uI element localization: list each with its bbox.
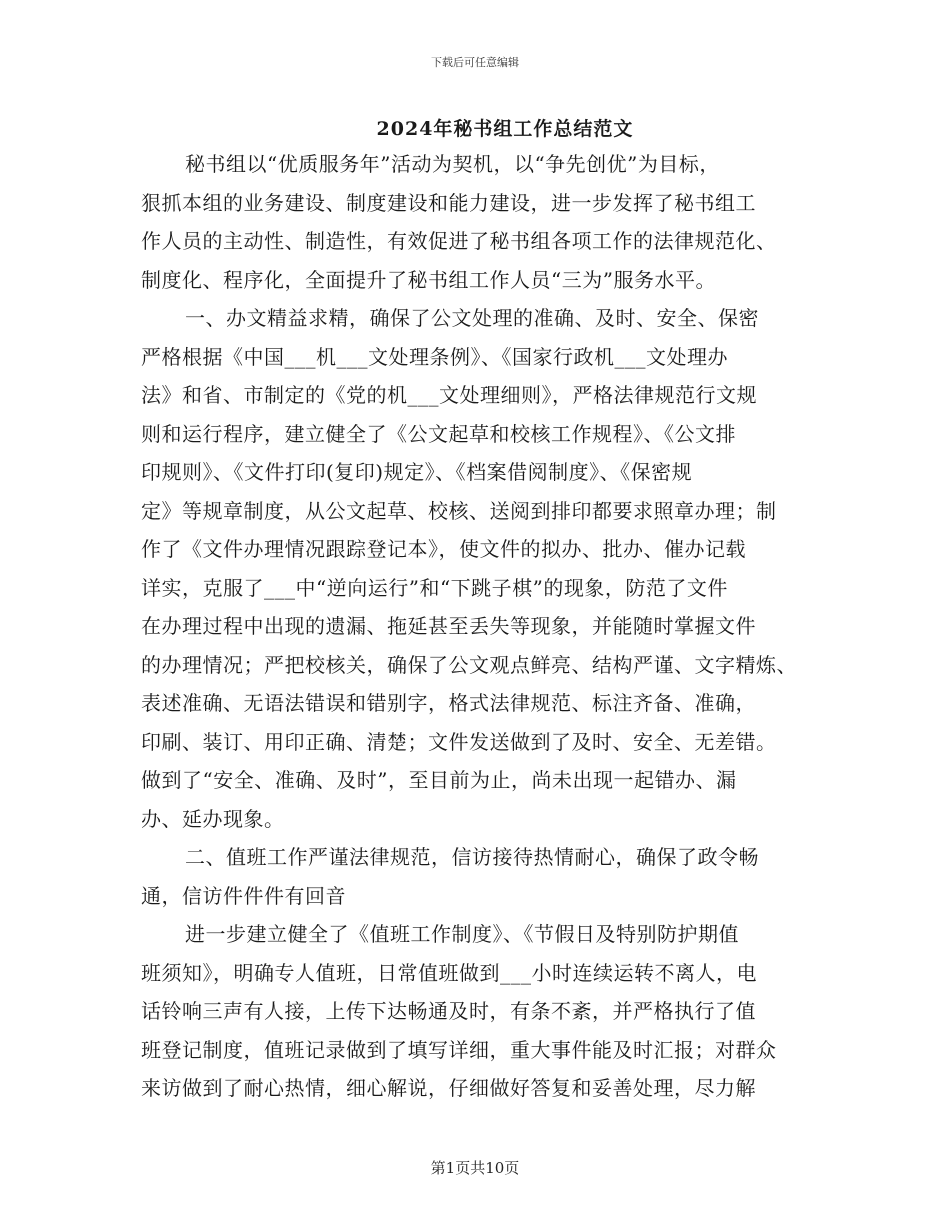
section-heading-2: 二、值班工作严谨法律规范，信访接待热情耐心，确保了政令畅 bbox=[185, 845, 759, 869]
body-line: 班登记制度，值班记录做到了填写详细，重大事件能及时汇报；对群众 bbox=[141, 1037, 777, 1062]
body-line: 狠抓本组的业务建设、制度建设和能力建设，进一步发挥了秘书组工 bbox=[141, 190, 756, 215]
body-line: 印规则》、《文件打印(复印)规定》、《档案借阅制度》、《保密规 bbox=[141, 460, 693, 484]
body-line: 印刷、装订、用印正确、清楚；文件发送做到了及时、安全、无差错。 bbox=[141, 729, 777, 754]
body-line: 严格根据《中国___机___文处理条例》、《国家行政机___文处理办 bbox=[141, 344, 728, 369]
body-line: 办、延办现象。 bbox=[141, 806, 285, 831]
body-line: 在办理过程中出现的遗漏、拖延甚至丢失等现象，并能随时掌握文件 bbox=[141, 614, 756, 638]
body-line: 作了《文件办理情况跟踪登记本》，使文件的拟办、批办、催办记载 bbox=[141, 537, 746, 561]
header-note: 下载后可任意编辑 bbox=[431, 56, 519, 69]
body-line: 详实，克服了___中“逆向运行”和“下跳子棋”的现象，防范了文件 bbox=[141, 575, 728, 600]
body-line: 班须知》，明确专人值班，日常值班做到___小时连续运转不离人，电 bbox=[141, 960, 757, 985]
body-line: 的办理情况；严把校核关，确保了公文观点鲜亮、结构严谨、文字精炼、 bbox=[141, 652, 797, 677]
body-line: 定》等规章制度，从公文起草、校核、送阅到排印都要求照章办理；制 bbox=[141, 498, 777, 523]
body-line: 法》和省、市制定的《党的机___文处理细则》，严格法律规范行文规 bbox=[141, 383, 757, 407]
body-line: 来访做到了耐心热情，细心解说，仔细做好答复和妥善处理，尽力解 bbox=[141, 1076, 756, 1100]
body-line: 制度化、程序化，全面提升了秘书组工作人员“三为”服务水平。 bbox=[141, 267, 716, 292]
body-line: 秘书组以“优质服务年”活动为契机，以“争先创优”为目标， bbox=[185, 152, 720, 176]
section-heading-1: 一、办文精益求精，确保了公文处理的准确、及时、安全、保密 bbox=[185, 306, 759, 330]
body-line: 作人员的主动性、制造性，有效促进了秘书组各项工作的法律规范化、 bbox=[141, 229, 777, 253]
document-body bbox=[141, 145, 821, 1108]
body-line: 则和运行程序，建立健全了《公文起草和校核工作规程》、《公文排 bbox=[141, 421, 736, 446]
body-line: 做到了“安全、准确、及时”，至目前为止，尚未出现一起错办、漏 bbox=[141, 768, 737, 792]
body-line: 进一步建立健全了《值班工作制度》、《节假日及特别防护期值 bbox=[185, 922, 739, 946]
document-title: 2024年秘书组工作总结范文 bbox=[376, 118, 634, 140]
body-line: 话铃响三声有人接，上传下达畅通及时，有条不紊，并严格执行了值 bbox=[141, 999, 756, 1023]
body-line: 通，信访件件件有回音 bbox=[141, 883, 346, 908]
body-line: 表述准确、无语法错误和错别字，格式法律规范、标注齐备、准确， bbox=[141, 691, 756, 715]
page-footer: 第1页共10页 bbox=[430, 1159, 520, 1177]
